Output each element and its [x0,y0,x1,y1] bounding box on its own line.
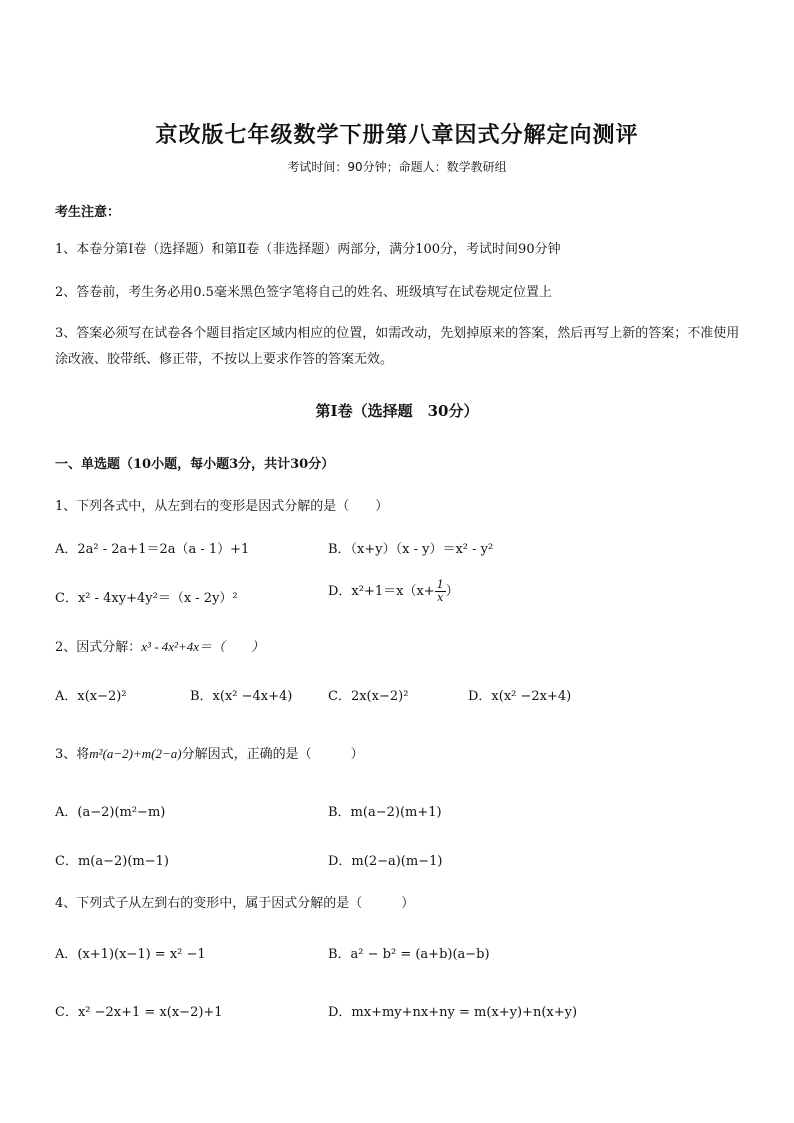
question-3-stem-suffix: 分解因式，正确的是（ ） [181,747,364,762]
question-2-stem-prefix: 2、因式分解： [55,640,142,655]
section-title: 第Ⅰ卷（选择题 30分） [315,402,479,420]
question-3-option-c: C．m(a−2)(m−1) [55,854,169,869]
notice-item-1: 1、本卷分第Ⅰ卷（选择题）和第Ⅱ卷（非选择题）两部分，满分100分，考试时间90分钟 [55,242,561,257]
page-title: 京改版七年级数学下册第八章因式分解定向测评 [155,122,639,148]
question-2-option-c: C．2x(x−2)² [328,689,409,704]
question-4-option-d: D．mx+my+nx+ny = m(x+y)+n(x+y) [328,1005,578,1020]
question-4-stem: 4、下列式子从左到右的变形中，属于因式分解的是（ ） [55,896,415,911]
option-d-prefix: D．x²+1＝x（x+ [328,584,435,599]
question-2-stem [55,636,264,655]
question-2-option-b: B．x(x² −4x+4) [190,689,293,704]
exam-subtitle: 考试时间：90分钟；命题人：数学教研组 [287,160,507,174]
question-3-stem-math: m²(a−2)+m(2−a) [89,746,182,761]
notice-item-2: 2、答卷前，考生务必用0.5毫米黑色签字笔将自己的姓名、班级填写在试卷规定位置上 [55,285,552,300]
part-heading: 一、单选题（10小题，每小题3分，共计30分） [55,457,335,472]
fraction-numerator: 1 [436,578,444,591]
question-3-option-b: B．m(a−2)(m+1) [328,805,442,820]
question-4-option-c: C．x² −2x+1 = x(x−2)+1 [55,1005,223,1020]
fraction-denominator: x [437,591,444,604]
notice-item-3: 3、答案必须写在试卷各个题目指定区域内相应的位置，如需改动，先划掉原来的答案，然后再写上新的答案；不准使用涂改液、胶带纸、修正带，不按以上要求作答的答案无效。 [55,326,740,367]
option-d-suffix: ） [445,584,459,599]
fraction [435,579,446,604]
question-4-option-b: B．a² − b² = (a+b)(a−b) [328,947,490,962]
question-3-stem [55,743,364,762]
question-3-option-d: D．m(2−a)(m−1) [328,854,443,869]
question-3-stem-prefix: 3、将 [55,747,90,762]
question-1-option-a: A．2a² - 2a+1＝2a（a - 1）+1 [55,542,250,557]
question-1-option-b: B．（x+y）（x - y）＝x² - y² [328,542,494,557]
question-1-option-c: C．x² - 4xy+4y²＝（x - 2y）² [55,591,238,606]
question-4-option-a: A．(x+1)(x−1) = x² −1 [55,947,206,962]
question-1-stem: 1、下列各式中，从左到右的变形是因式分解的是（ ） [55,499,389,514]
question-2-option-d: D．x(x² −2x+4) [468,689,572,704]
question-3-option-a: A．(a−2)(m²−m) [55,805,166,820]
notice-heading: 考生注意： [55,205,121,220]
question-2-stem-math: x³ - 4x²+4x＝（ ） [141,639,264,654]
question-1-option-d [328,579,459,604]
question-2-option-a: A．x(x−2)² [55,689,127,704]
